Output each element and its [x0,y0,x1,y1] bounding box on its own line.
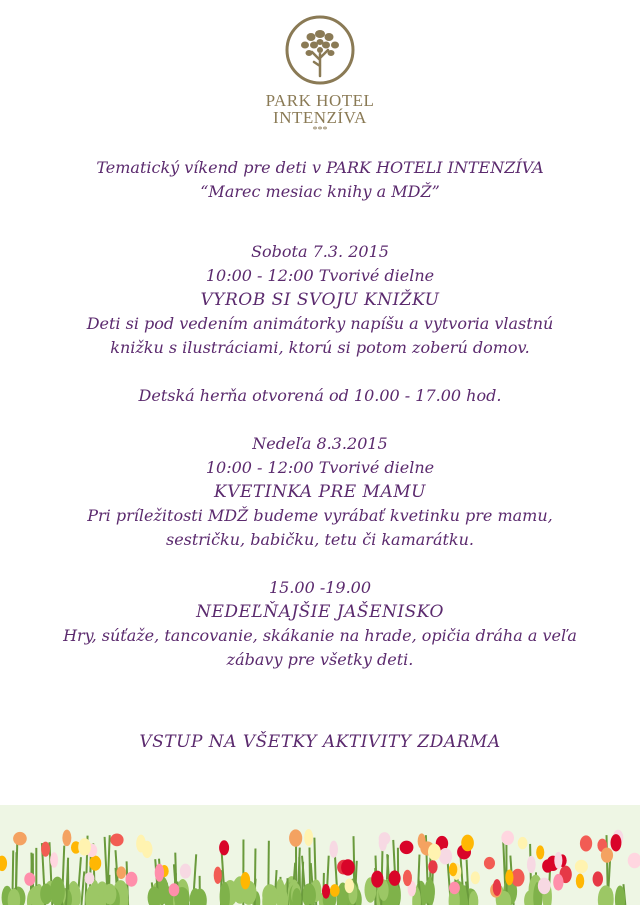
logo-name-line1: PARK HOTEL [265,91,375,110]
playroom-note: Detská herňa otvorená od 10.00 - 17.00 hod. [138,386,502,405]
saturday-desc1: Deti si pod vedením animátorky napíšu a vytvoria vlastnú [86,314,554,333]
intro-line1: Tematický víkend pre deti v PARK HOTELI INTENZÍVA [96,158,544,177]
tulip-border [0,805,640,905]
saturday-date: Sobota 7.3. 2015 [251,242,389,261]
hotel-logo [0,14,640,136]
sunday-title: KVETINKA PRE MAMU [214,482,426,502]
sunday-date: Nedeľa 8.3.2015 [252,434,388,453]
tulip-border-illustration [0,805,640,905]
logo-stars: *** [312,125,328,136]
intro-line2: “Marec mesiac knihy a MDŽ” [200,182,440,201]
sunday-desc3: Hry, súťaže, tancovanie, skákanie na hrade, opičia dráha a veľa [63,626,577,645]
sunday-desc1: Pri príležitosti MDŽ budeme vyrábať kvetinku pre mamu, [87,506,553,525]
event-content [40,156,600,754]
sunday-title2: NEDEĽŇAJŠIE JAŠENISKO [196,602,444,622]
tree-icon [284,14,356,86]
sunday-desc2: sestričku, babičku, tetu či kamarátku. [165,530,475,549]
saturday-title: VYROB SI SVOJU KNIŽKU [200,290,440,310]
logo-name-line2: INTENZÍVA [273,108,367,127]
sunday-desc4: zábavy pre všetky deti. [226,650,414,669]
sunday-time: 10:00 - 12:00 Tvorivé dielne [205,458,435,477]
saturday-time: 10:00 - 12:00 Tvorivé dielne [205,266,435,285]
sunday-time2: 15.00 -19.00 [268,578,372,597]
free-entry-notice: VSTUP NA VŠETKY AKTIVITY ZDARMA [139,732,501,752]
saturday-desc2: knižku s ilustráciami, ktorú si potom zoberú domov. [110,338,530,357]
